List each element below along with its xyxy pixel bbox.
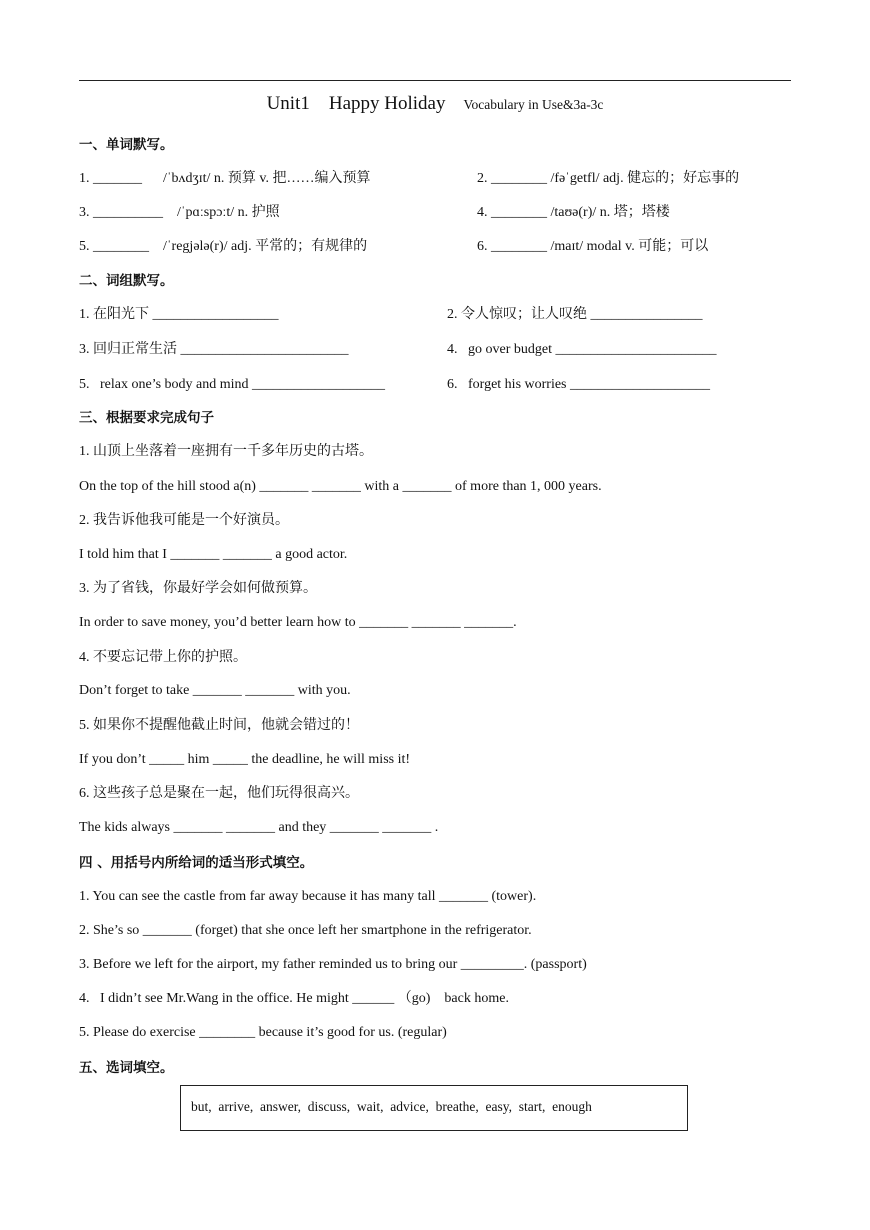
section2-item-4: 4. go over budget _______________________ <box>447 342 717 357</box>
section1-heading: 一、单词默写。 <box>79 137 174 153</box>
section1-item-2: 2. ________ /fəˈgetfl/ adj. 健忘的；好忘事的 <box>477 171 740 186</box>
section3-q3-chinese: 3. 为了省钱，你最好学会如何做预算。 <box>79 581 317 596</box>
section3-q2-chinese: 2. 我告诉他我可能是一个好演员。 <box>79 513 289 528</box>
page-title <box>0 93 870 115</box>
section3-heading: 三、根据要求完成句子 <box>79 410 214 426</box>
section2-item-5: 5. relax one’s body and mind ___________________ <box>79 377 386 392</box>
section4-heading: 四 、用括号内所给词的适当形式填空。 <box>79 855 314 871</box>
section2-item-3: 3. 回归正常生活 ________________________ <box>79 342 349 357</box>
section3-q1-english: On the top of the hill stood a(n) _______ _______ with a _______ of more than 1, 000 years. <box>79 479 602 494</box>
section3-q2-english: I told him that I _______ _______ a good actor. <box>79 547 348 562</box>
word-bank-words: but, arrive, answer, discuss, wait, advice, breathe, easy, start, enough <box>191 1099 592 1114</box>
section4-item-2: 2. She’s so _______ (forget) that she once left her smartphone in the refrigerator. <box>79 923 532 938</box>
section3-q4-english: Don’t forget to take _______ _______ with you. <box>79 683 351 698</box>
section3-q3-english: In order to save money, you’d better learn how to _______ _______ _______. <box>79 615 517 630</box>
section1-item-3: 3. __________ /ˈpɑːspɔːt/ n. 护照 <box>79 205 280 220</box>
section3-q5-chinese: 5. 如果你不提醒他截止时间，他就会错过的！ <box>79 718 359 733</box>
section1-item-4: 4. ________ /taʊə(r)/ n. 塔；塔楼 <box>477 205 670 220</box>
title-subtitle: Vocabulary in Use&3a-3c <box>463 97 604 112</box>
section4-item-3: 3. Before we left for the airport, my father reminded us to bring our _________. (passport) <box>79 957 587 972</box>
section1-item-6: 6. ________ /maɪt/ modal v. 可能；可以 <box>477 239 709 254</box>
section4-item-4: 4. I didn’t see Mr.Wang in the office. He might ______ （go) back home. <box>79 991 509 1006</box>
title-main: Unit1 Happy Holiday <box>266 93 446 114</box>
section3-q1-chinese: 1. 山顶上坐落着一座拥有一千多年历史的古塔。 <box>79 444 373 459</box>
section1-item-5: 5. ________ /ˈregjələ(r)/ adj. 平常的；有规律的 <box>79 239 368 254</box>
header-rule <box>79 80 791 81</box>
section2-heading: 二、词组默写。 <box>79 273 174 289</box>
section3-q6-chinese: 6. 这些孩子总是聚在一起，他们玩得很高兴。 <box>79 786 359 801</box>
section4-item-1: 1. You can see the castle from far away because it has many tall _______ (tower). <box>79 889 537 904</box>
section3-q4-chinese: 4. 不要忘记带上你的护照。 <box>79 650 247 665</box>
section2-item-2: 2. 令人惊叹；让人叹绝 ________________ <box>447 307 703 322</box>
section3-q5-english: If you don’t _____ him _____ the deadline, he will miss it! <box>79 752 411 767</box>
section5-heading: 五、选词填空。 <box>79 1060 174 1076</box>
section2-item-6: 6. forget his worries ____________________ <box>447 377 710 392</box>
word-bank-box <box>180 1085 688 1131</box>
section4-item-5: 5. Please do exercise ________ because it’s good for us. (regular) <box>79 1025 447 1040</box>
section1-item-1: 1. _______ /ˈbʌdʒɪt/ n. 预算 v. 把……编入预算 <box>79 171 371 186</box>
section2-item-1: 1. 在阳光下 __________________ <box>79 307 279 322</box>
section3-q6-english: The kids always _______ _______ and they _______ _______ . <box>79 820 439 835</box>
